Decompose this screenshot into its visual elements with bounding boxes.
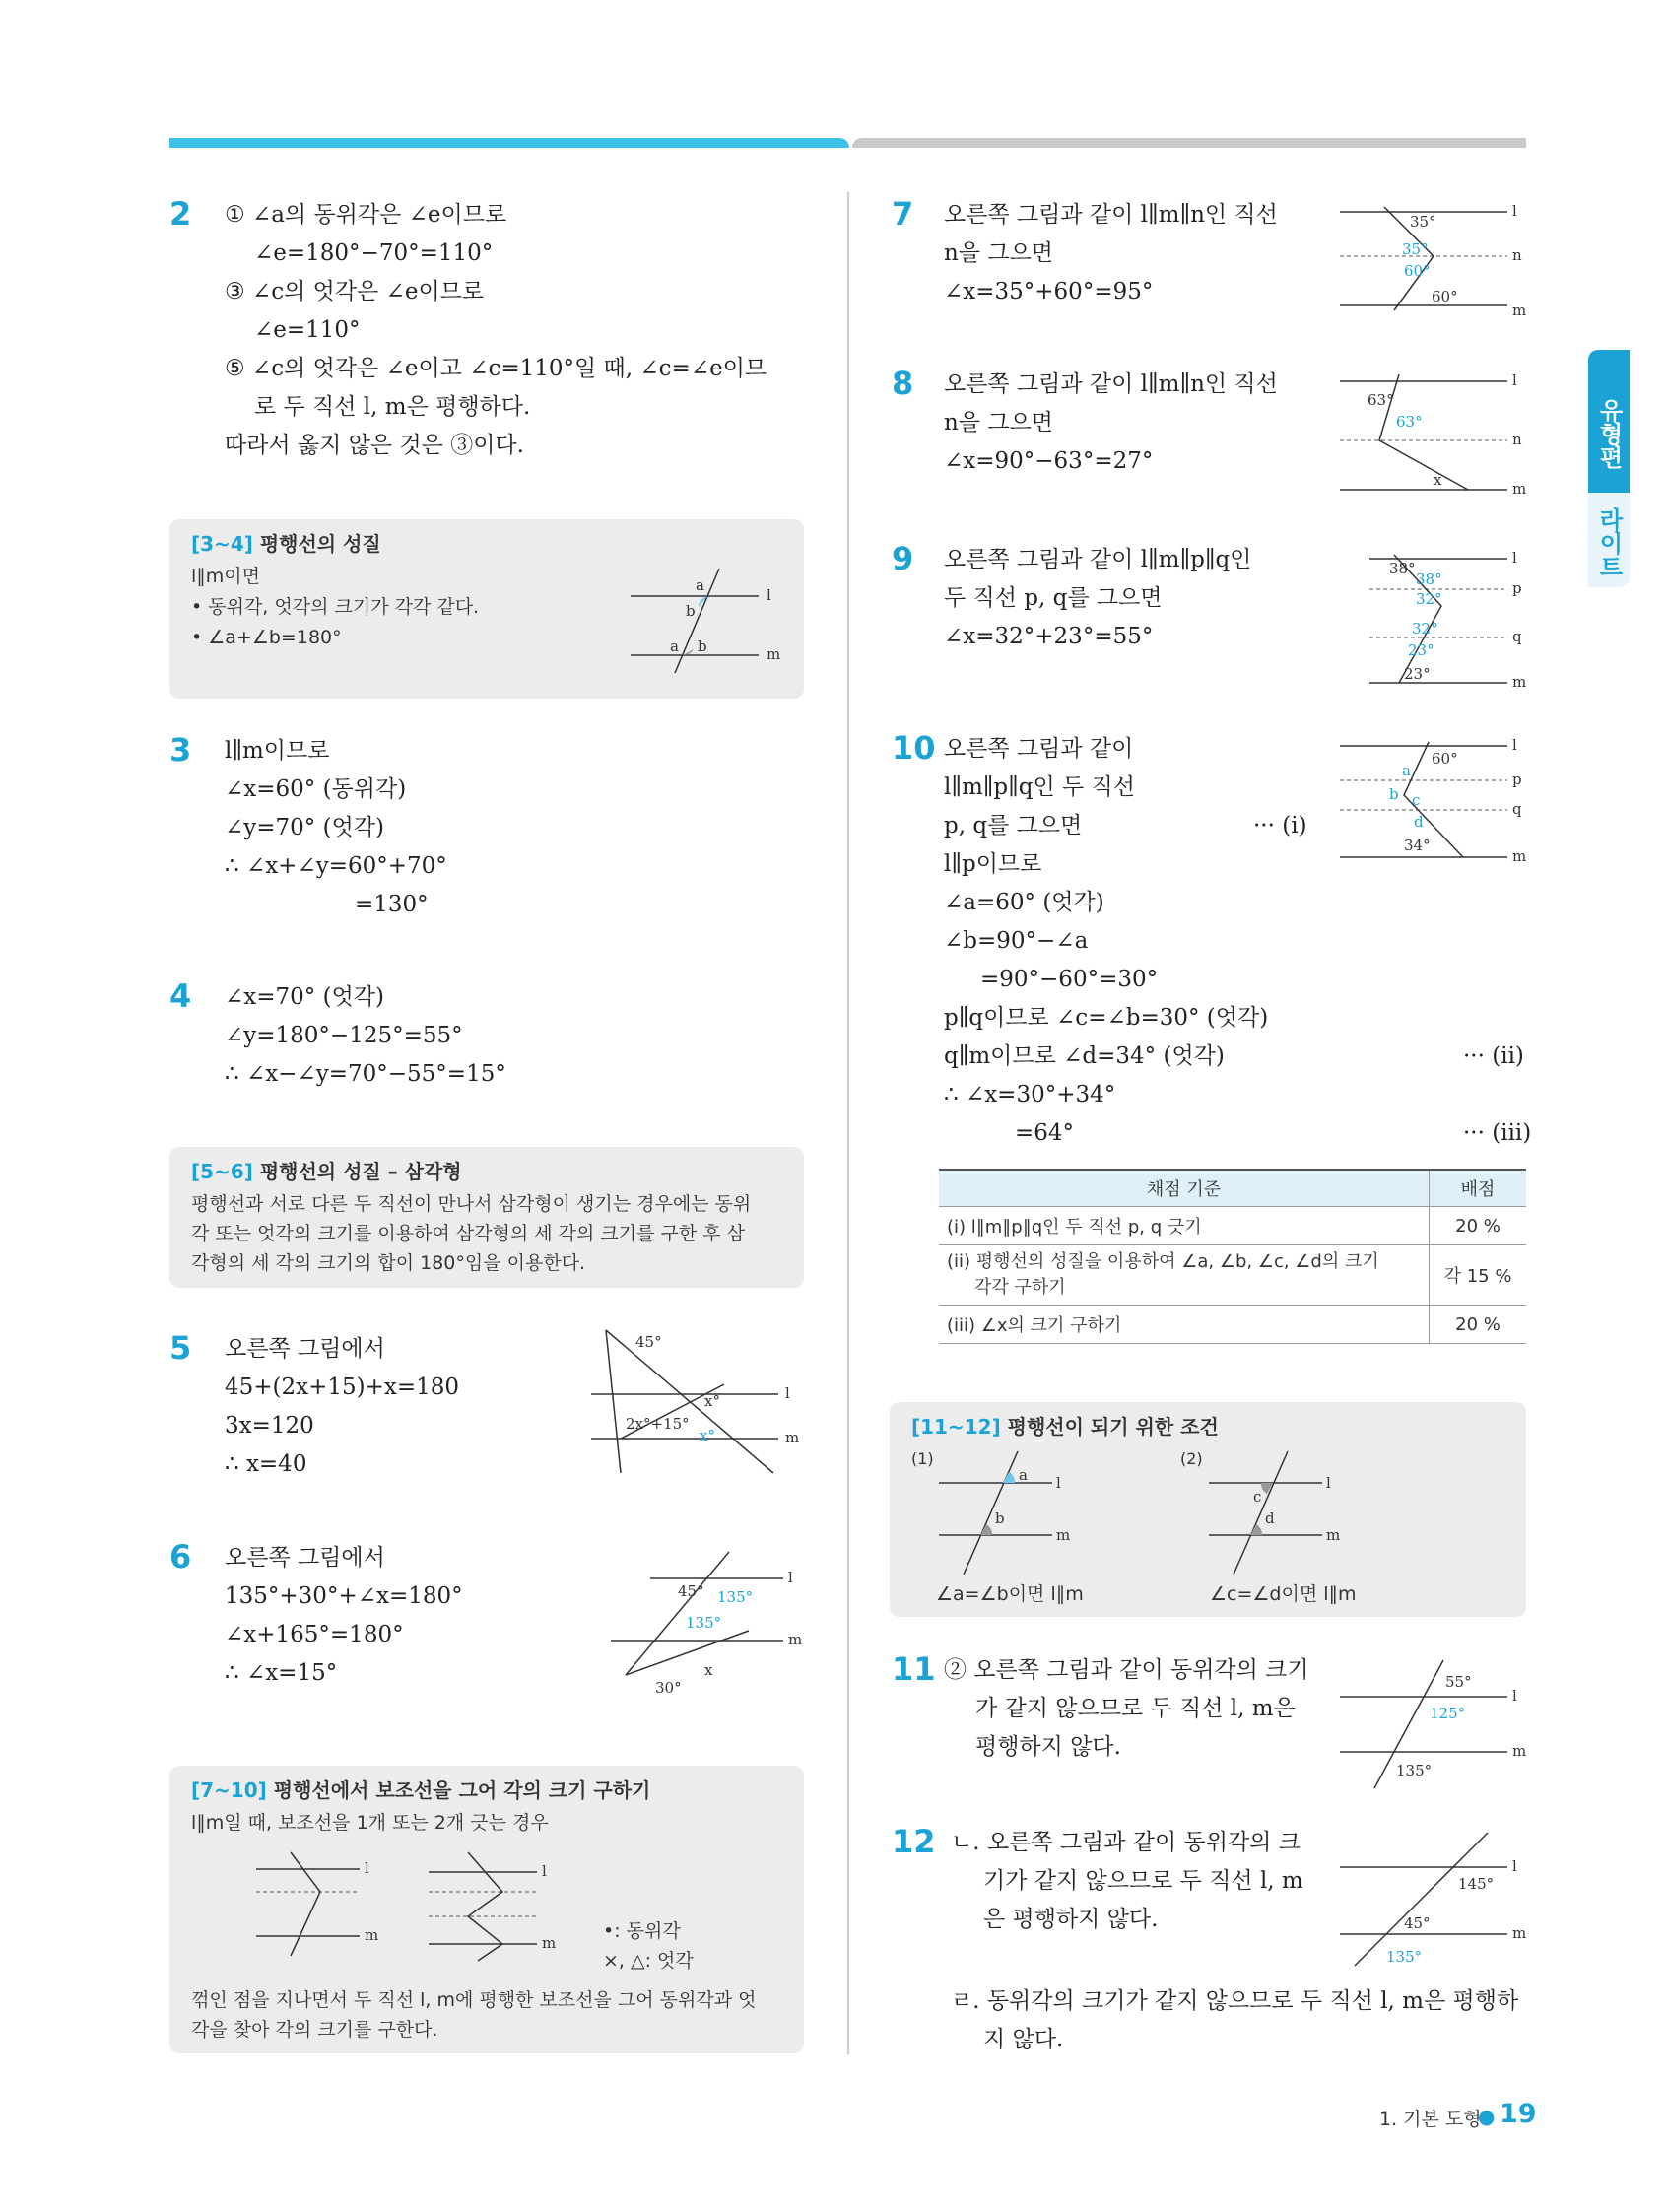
p12-line-1: ㄴ. 오른쪽 그림과 같이 동위각의 크 (951, 1830, 1301, 1855)
side-tab-level[interactable]: 라이트 (1588, 493, 1630, 587)
tip-box-11-12-title: [11~12] 평행선이 되기 위한 조건 (911, 1415, 1219, 1439)
fig-label: m (1512, 480, 1527, 498)
fig-label: 45° (678, 1582, 704, 1600)
fig-label: a (696, 576, 704, 594)
fig-label: m (1326, 1526, 1341, 1544)
table-header: 배점 (1430, 1170, 1527, 1207)
header-accent-bar (169, 138, 849, 148)
tip-3-4-line-3: • ∠a+∠b=180° (191, 627, 342, 648)
p2-line-3: ③ ∠c의 엇각은 ∠e이므로 (225, 279, 485, 304)
fig-label: 145° (1458, 1875, 1495, 1893)
p7-figure (1335, 197, 1532, 320)
p10-line-8: p∥q이므로 ∠c=∠b=30° (엇각) (944, 1005, 1269, 1031)
fig-label: l (1326, 1474, 1331, 1492)
fig-label: l (1512, 549, 1517, 567)
p10-line-5: ∠a=60° (엇각) (944, 890, 1104, 915)
fig-label: 63° (1396, 413, 1423, 431)
fig-label: 60° (1432, 750, 1458, 768)
fig-label: p (1512, 771, 1522, 788)
footer-chapter: 1. 기본 도형 (1379, 2109, 1482, 2130)
fig-label: 60° (1432, 288, 1458, 305)
fig-label: 35° (1402, 240, 1429, 258)
p10-mark-1: ··· (i) (1253, 813, 1307, 838)
p3-line-2: ∠x=60° (동위각) (225, 776, 407, 802)
p9-line-2: 두 직선 p, q를 그으면 (944, 585, 1163, 611)
fig-label: 38° (1389, 560, 1416, 577)
fig-label: p (1512, 579, 1522, 597)
p5-line-1: 오른쪽 그림에서 (225, 1336, 385, 1362)
fig-label: l (542, 1862, 547, 1880)
fig-label: x (704, 1661, 713, 1679)
tip-11-12-sub1-num: (1) (911, 1449, 934, 1468)
fig-label: 135° (1396, 1762, 1433, 1779)
problem-6-number: 6 (169, 1538, 192, 1575)
fig-label: m (1512, 1924, 1527, 1942)
fig-label: m (1512, 673, 1527, 691)
p9-figure (1365, 547, 1532, 700)
tip-box-3-4-title: [3~4] 평행선의 성질 (191, 532, 381, 556)
fig-label: m (1056, 1526, 1071, 1544)
p12-line-2: 기가 같지 않으므로 두 직선 l, m (983, 1868, 1303, 1894)
p7-line-1: 오른쪽 그림과 같이 l∥m∥n인 직선 (944, 202, 1278, 228)
p10-line-10: ∴ ∠x=30°+34° (944, 1082, 1116, 1107)
fig-label: x (1434, 471, 1442, 489)
p2-line-6: 로 두 직선 l, m은 평행하다. (254, 394, 531, 420)
fig-label: m (365, 1926, 379, 1944)
problem-4-number: 4 (169, 977, 192, 1015)
p3-line-4: ∴ ∠x+∠y=60°+70° (225, 853, 447, 879)
fig-label: b (995, 1509, 1005, 1527)
fig-label: 45° (635, 1333, 662, 1351)
p12-line-4: ㄹ. 동위각의 크기가 같지 않으므로 두 직선 l, m은 평행하 (951, 1988, 1519, 2014)
problem-3-number: 3 (169, 731, 192, 769)
tip-3-4-figure (621, 567, 788, 675)
p6-figure (611, 1547, 808, 1705)
fig-label: m (1512, 302, 1527, 319)
fig-label: b (686, 602, 696, 620)
p5-figure (586, 1325, 803, 1483)
fig-label: 35° (1410, 213, 1436, 231)
p6-line-2: 135°+30°+∠x=180° (225, 1583, 463, 1609)
tip-3-4-line-2: • 동위각, 엇각의 크기가 각각 같다. (191, 596, 480, 618)
table-cell: 각 15 % (1430, 1245, 1527, 1306)
p8-line-3: ∠x=90°−63°=27° (944, 448, 1154, 474)
p6-line-4: ∴ ∠x=15° (225, 1660, 338, 1686)
fig-label: n (1512, 431, 1522, 448)
table-cell: (iii) ∠x의 크기 구하기 (939, 1306, 1430, 1344)
fig-label: l (1056, 1474, 1061, 1492)
problem-11-number: 11 (892, 1650, 936, 1688)
problem-10-number: 10 (892, 729, 936, 767)
p10-line-1: 오른쪽 그림과 같이 (944, 736, 1134, 762)
problem-9-number: 9 (892, 540, 914, 577)
tip-7-10-line-1: l∥m일 때, 보조선을 1개 또는 2개 긋는 경우 (191, 1812, 549, 1834)
p3-line-5: =130° (355, 892, 429, 917)
table-cell: 20 % (1430, 1306, 1527, 1344)
table-row (939, 1207, 1526, 1245)
p4-line-2: ∠y=180°−125°=55° (225, 1023, 463, 1048)
p2-line-2: ∠e=180°−70°=110° (254, 240, 494, 266)
p10-line-6: ∠b=90°−∠a (944, 928, 1089, 954)
fig-label: c (1412, 791, 1421, 809)
fig-label: l (767, 586, 771, 604)
fig-label: l (785, 1384, 790, 1402)
tip-7-10-line-3: 각을 찾아 각의 크기를 구한다. (191, 2019, 438, 2041)
fig-label: q (1512, 628, 1522, 645)
fig-label: m (767, 645, 781, 663)
p10-figure (1335, 734, 1532, 872)
fig-label: l (1512, 736, 1517, 754)
p8-line-1: 오른쪽 그림과 같이 l∥m∥n인 직선 (944, 371, 1278, 397)
fig-label: 135° (717, 1588, 754, 1606)
fig-label: c (1253, 1488, 1262, 1506)
fig-label: m (1512, 847, 1527, 865)
fig-label: m (1512, 1742, 1527, 1760)
p3-line-1: l∥m이므로 (225, 738, 330, 764)
fig-label: m (785, 1429, 800, 1446)
p10-line-3: p, q를 그으면 (944, 813, 1083, 838)
table-row (939, 1306, 1526, 1344)
tip-11-12-figure-1 (934, 1446, 1082, 1579)
tip-3-4-line-1: l∥m이면 (191, 566, 260, 587)
fig-label: 32° (1416, 590, 1442, 608)
fig-label: m (542, 1934, 557, 1952)
fig-label: 30° (655, 1679, 682, 1697)
problem-8-number: 8 (892, 365, 914, 402)
p9-line-3: ∠x=32°+23°=55° (944, 624, 1154, 649)
tip-5-6-line-2: 각 또는 엇각의 크기를 이용하여 삼각형의 세 각의 크기를 구한 후 삼 (191, 1223, 745, 1244)
table-header: 채점 기준 (939, 1170, 1430, 1207)
tip-box-5-6-title: [5~6] 평행선의 성질 – 삼각형 (191, 1160, 462, 1183)
fig-label: l (1512, 1857, 1517, 1875)
fig-label: 60° (1404, 262, 1431, 280)
fig-label: b (698, 637, 707, 655)
p2-line-5: ⑤ ∠c의 엇각은 ∠e이고 ∠c=110°일 때, ∠c=∠e이므 (225, 356, 767, 381)
p12-line-5: 지 않다. (983, 2027, 1064, 2052)
p10-line-7: =90°−60°=30° (980, 967, 1159, 992)
p6-line-1: 오른쪽 그림에서 (225, 1545, 385, 1571)
header-rule-bar (852, 138, 1526, 148)
fig-label: 32° (1412, 620, 1438, 637)
fig-label: a (1402, 762, 1411, 779)
tip-5-6-line-1: 평행선과 서로 다른 두 직선이 만나서 삼각형이 생기는 경우에는 동위 (191, 1193, 752, 1215)
fig-label: 38° (1416, 570, 1442, 588)
fig-label: 135° (686, 1614, 722, 1632)
p12-line-3: 은 평행하지 않다. (983, 1907, 1159, 1932)
p10-line-2: l∥m∥p∥q인 두 직선 (944, 774, 1135, 800)
problem-2-number: 2 (169, 195, 192, 233)
p2-line-1: ① ∠a의 동위각은 ∠e이므로 (225, 202, 507, 228)
p11-line-2: 가 같지 않으므로 두 직선 l, m은 (975, 1696, 1296, 1721)
p5-line-2: 45+(2x+15)+x=180 (225, 1374, 460, 1400)
tip-box-7-10-title: [7~10] 평행선에서 보조선을 그어 각의 크기 구하기 (191, 1778, 651, 1802)
tip-5-6-line-3: 각형의 세 각의 크기의 합이 180°임을 이용한다. (191, 1252, 586, 1274)
fig-label: l (365, 1859, 369, 1877)
p10-line-4: l∥p이므로 (944, 851, 1042, 877)
problem-12-number: 12 (892, 1823, 936, 1860)
table-cell-line: 각각 구하기 (974, 1277, 1066, 1298)
fig-label: 23° (1404, 665, 1431, 683)
fig-label: 23° (1408, 641, 1434, 659)
problem-5-number: 5 (169, 1329, 192, 1367)
p8-figure (1335, 369, 1532, 498)
fig-label: a (670, 637, 679, 655)
tip-11-12-figure-2 (1204, 1446, 1352, 1579)
p11-line-3: 평행하지 않다. (975, 1734, 1121, 1760)
p4-line-3: ∴ ∠x−∠y=70°−55°=15° (225, 1061, 506, 1087)
table-header-row (939, 1170, 1526, 1207)
fig-label: l (1512, 371, 1517, 389)
fig-label: 63° (1368, 391, 1394, 409)
scoring-table (939, 1169, 1526, 1344)
fig-label: 125° (1430, 1705, 1466, 1722)
fig-label: q (1512, 800, 1522, 818)
tip-11-12-sub2-num: (2) (1180, 1449, 1203, 1468)
tip-7-10-legend-2: ×, △: 엇각 (603, 1950, 694, 1972)
p10-mark-3: ··· (iii) (1463, 1120, 1532, 1146)
tip-11-12-caption-1: ∠a=∠b이면 l∥m (936, 1583, 1084, 1605)
p4-line-1: ∠x=70° (엇각) (225, 984, 384, 1010)
fig-label: l (1512, 202, 1517, 220)
p2-line-7: 따라서 옳지 않은 것은 ③이다. (225, 433, 524, 458)
fig-label: a (1019, 1466, 1028, 1484)
fig-label: 2x°+15° (626, 1415, 690, 1433)
fig-label: d (1265, 1509, 1275, 1527)
table-cell-line: (ii) 평행선의 성질을 이용하여 ∠a, ∠b, ∠c, ∠d의 크기 (947, 1251, 1379, 1272)
p5-line-4: ∴ x=40 (225, 1451, 307, 1477)
fig-label: 34° (1404, 837, 1431, 854)
p2-line-4: ∠e=110° (254, 317, 361, 343)
p7-line-3: ∠x=35°+60°=95° (944, 279, 1154, 304)
p11-figure (1335, 1655, 1532, 1793)
table-cell: 20 % (1430, 1207, 1527, 1245)
table-cell: (i) l∥m∥p∥q인 두 직선 p, q 긋기 (939, 1207, 1430, 1245)
fig-label: m (788, 1631, 803, 1648)
fig-label: x° (704, 1392, 720, 1410)
table-row (939, 1245, 1526, 1306)
fig-label: 45° (1404, 1914, 1431, 1932)
fig-label: b (1389, 785, 1399, 803)
p6-line-3: ∠x+165°=180° (225, 1622, 404, 1647)
footer-bullet-icon: ● (1478, 2105, 1496, 2128)
tip-7-10-line-2: 꺾인 점을 지나면서 두 직선 l, m에 평행한 보조선을 그어 동위각과 엇 (191, 1989, 757, 2011)
p10-line-11: =64° (1015, 1120, 1075, 1146)
p7-line-2: n을 그으면 (944, 240, 1053, 266)
p12-figure (1335, 1828, 1532, 1976)
fig-label: 135° (1386, 1948, 1423, 1966)
fig-label: l (788, 1569, 793, 1586)
side-tab-section[interactable]: 유형편 (1588, 350, 1630, 498)
page-number: 19 (1500, 2099, 1537, 2129)
fig-label: x° (700, 1427, 715, 1444)
tip-11-12-caption-2: ∠c=∠d이면 l∥m (1210, 1583, 1357, 1605)
p10-line-9: q∥m이므로 ∠d=34° (엇각) (944, 1043, 1225, 1069)
column-divider (847, 192, 849, 2054)
tip-7-10-legend-1: •: 동위각 (603, 1920, 681, 1942)
fig-label: l (1512, 1687, 1517, 1705)
table-cell (939, 1245, 1430, 1306)
problem-7-number: 7 (892, 195, 914, 233)
p3-line-3: ∠y=70° (엇각) (225, 815, 384, 840)
p8-line-2: n을 그으면 (944, 410, 1053, 436)
fig-label: d (1414, 813, 1424, 831)
fig-label: n (1512, 246, 1522, 264)
fig-label: 55° (1445, 1673, 1472, 1691)
p10-mark-2: ··· (ii) (1463, 1043, 1524, 1069)
p9-line-1: 오른쪽 그림과 같이 l∥m∥p∥q인 (944, 547, 1252, 572)
p5-line-3: 3x=120 (225, 1413, 314, 1439)
tip-7-10-figure (241, 1847, 567, 1966)
p11-line-1: ② 오른쪽 그림과 같이 동위각의 크기 (944, 1657, 1309, 1683)
